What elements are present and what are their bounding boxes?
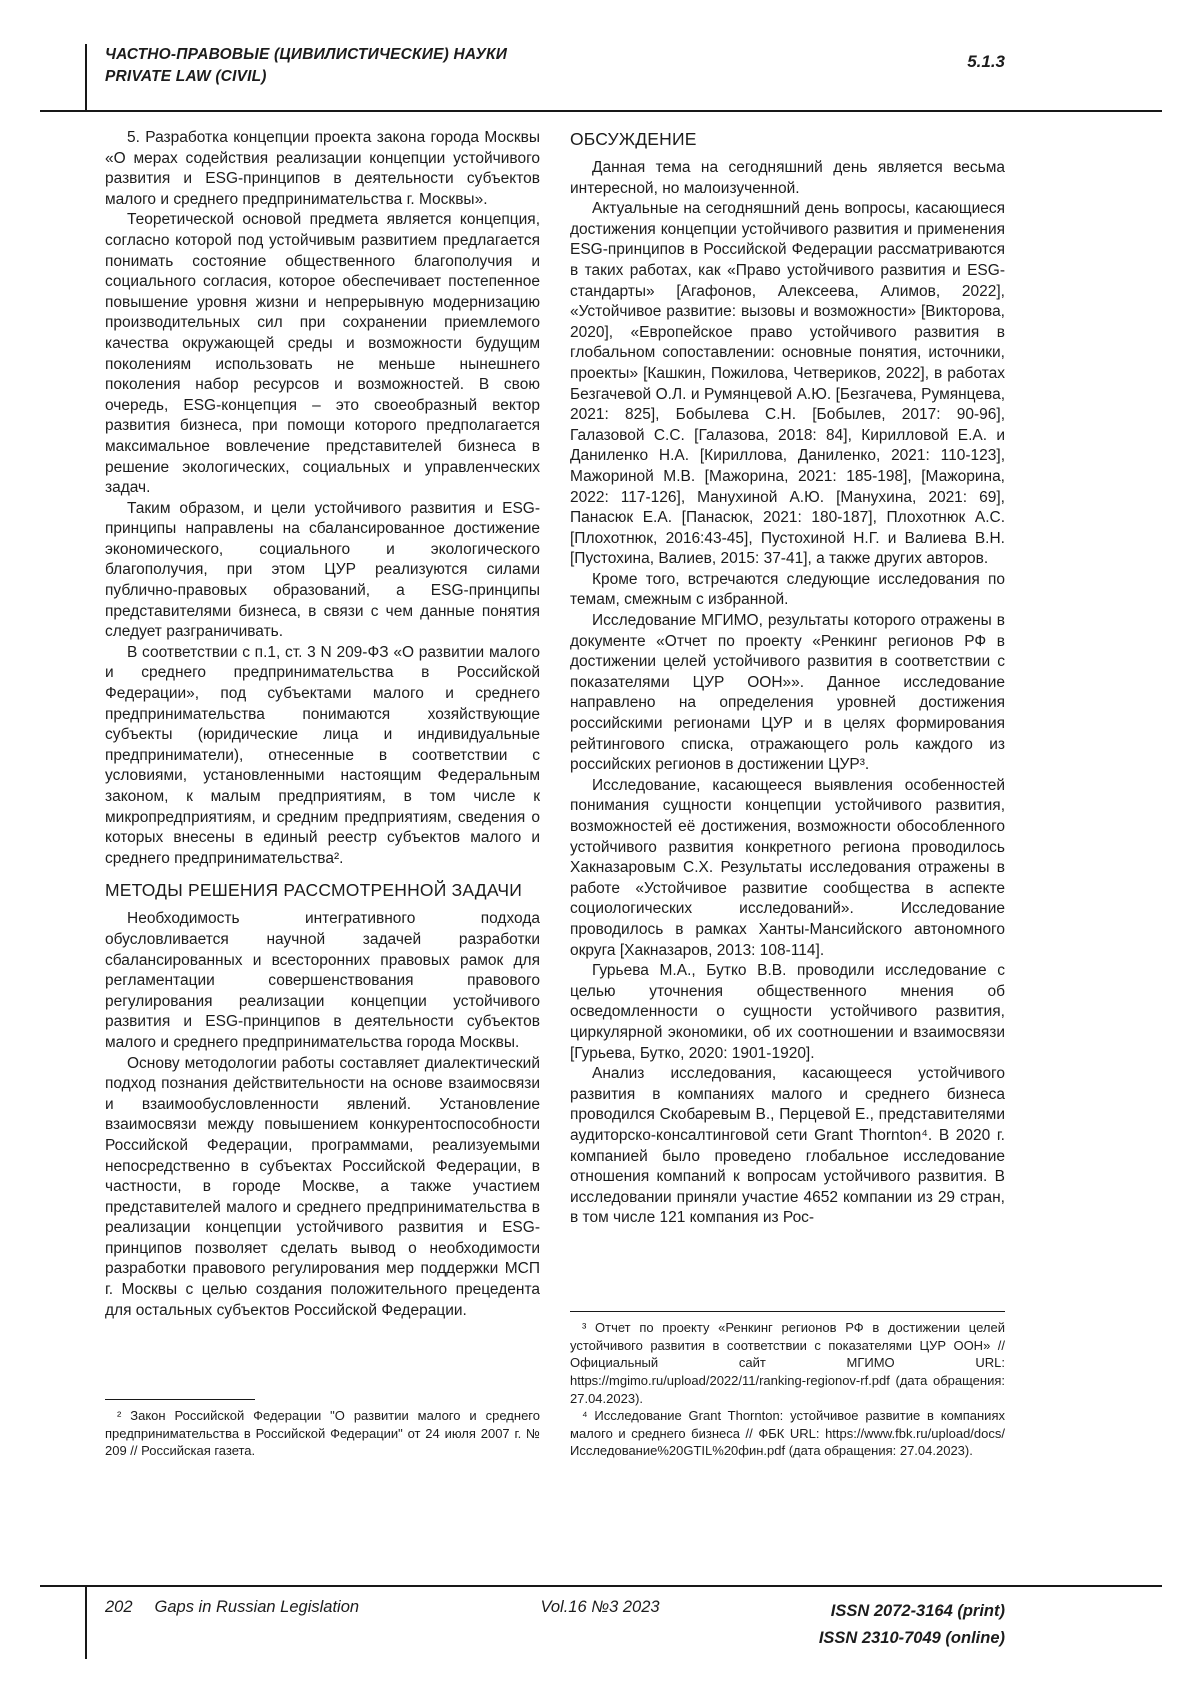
section-heading-discussion: ОБСУЖДЕНИЕ: [570, 129, 697, 149]
body-paragraph: Кроме того, встречаются следующие исследования по темам, смежным с избранной.: [570, 570, 1005, 609]
footnote: ³ Отчет по проекту «Ренкинг регионов РФ в достижении целей устойчивого развития в соответствии с показателями ЦУР ООН» // Официальный сайт МГИМО URL: https://mgimo.ru/upload/2022/11/ranking-regionov-rf.pdf (дата обращения: 27.04.2023).: [570, 1320, 1005, 1406]
rubric-ru-line: ЧАСТНО-ПРАВОВЫЕ (ЦИВИЛИСТИЧЕСКИЕ) НАУКИ: [105, 46, 508, 63]
section-heading-methods: МЕТОДЫ РЕШЕНИЯ РАССМОТРЕННОЙ ЗАДАЧИ: [105, 880, 523, 901]
body-paragraph: Гурьева М.А., Бутко В.В. проводили исследование с целью уточнения общественного мнения об осведомленности о сущности устойчивого развития, циркулярной экономики, об их соотношении и взаимосвязи [Гурьева, Бутко, 2020: 1901-1920].: [570, 962, 1005, 1062]
page-header: [105, 44, 1005, 88]
body-paragraph: Анализ исследования, касающееся устойчивого развития в компаниях малого и среднего бизнеса проводился Скобаревым В., Перцевой Е., представителями аудиторско-консалтинговой сети Grant Thornton⁴. В 2020 г. компанией было проведено глобальное исследование отношения компаний к вопросам устойчивого развития. В исследовании приняли участие 4652 компании из 29 стран, в том числе 121 компания из Рос-: [570, 1065, 1005, 1227]
page-number: 202: [105, 1598, 133, 1616]
footnotes-left: [105, 1385, 540, 1460]
footnote: ² Закон Российской Федерации "О развитии малого и среднего предпринимательства в Российской Федерации" от 24 июля 2007 г. № 209 // Российская газета.: [105, 1408, 540, 1459]
header-vertical-rule: [85, 44, 87, 110]
body-paragraph: Основу методологии работы составляет диалектический подход познания действительности на основе взаимосвязи и взаимообусловленности явлений. Установление взаимосвязи между повышением конкурентоспособности Российской Федерации, программами, реализуемыми непосредственно в субъектах Российской Федерации, в частности, в городе Москве, а также участием представителей малого и среднего предпринимательства в реализации концепции устойчивого развития и ESG-принципов позволяет сделать вывод о необходимости разработки правового регулирования мер поддержки МСП г. Москвы с целью создания положительного прецедента для остальных субъектов Российской Федерации.: [105, 1054, 540, 1319]
journal-title: Gaps in Russian Legislation: [154, 1598, 360, 1616]
rubric-en-line: PRIVATE LAW (CIVIL): [105, 68, 267, 85]
body-paragraph: Данная тема на сегодняшний день является весьма интересной, но малоизученной.: [570, 159, 1005, 197]
body-paragraph: 5. Разработка концепции проекта закона города Москвы «О мерах содействия реализации концепции устойчивого развития и ESG-принципов в деятельности субъектов малого и среднего предпринимательства г. Москвы».: [105, 129, 540, 208]
rubric: [105, 44, 507, 88]
body-paragraph: Таким образом, и цели устойчивого развития и ESG-принципы направлены на сбалансированное достижение экономического, социального и экологического благополучия, при этом ЦУР реализуются силами публично-правовых образований, а ESG-принципы представителями бизнеса, в связи с чем данные понятия следует разграничивать.: [105, 499, 540, 641]
footer-issn: [819, 1598, 1005, 1652]
issn-print: ISSN 2072-3164 (print): [830, 1602, 1005, 1620]
body-paragraph: Актуальные на сегодняшний день вопросы, касающиеся достижения концепции устойчивого развития и применения ESG-принципов в Российской Федерации рассматриваются в таких работах, как «Право устойчивого развития и ESG-стандарты» [Агафонов, Алексеева, Алимов, 2022], «Устойчивое развитие: вызовы и возможности» [Викторова, 2020], «Европейское право устойчивого развития в глобальном сопоставлении: основные понятия, источники, проекты» [Кашкин, Пожилова, Четвериков, 2022], в работах Безгачевой О.Л. и Румянцевой А.Ю. [Безгачева, Румянцева, 2021: 825], Бобылева С.Н. [Бобылев, 2017: 90-96], Галазовой С.С. [Галазова, 2018: 84], Кирилловой Е.А. и Даниленко Н.А. [Кириллова, Даниленко, 2021: 110-123], Мажориной М.В. [Мажорина, 2021: 185-198], [Мажорина, 2022: 117-126], Манухиной А.Ю. [Манухина, 2021: 69], Панасюк Е.А. [Панасюк, 2021: 180-187], Плохотнюк А.С. [Плохотнюк, 2016:43-45], Пустохиной Н.Г. и Валиева В.Н. [Пустохина, Валиев, 2015: 37-41], а также других авторов.: [570, 200, 1005, 568]
footnote-separator: [570, 1311, 1005, 1313]
header-divider-rule: [40, 110, 1162, 112]
footnotes-right: [570, 1297, 1005, 1460]
body-paragraph: Теоретической основой предмета является концепция, согласно которой под устойчивым развитием предлагается понимать состояние общественного благополучия и социального согласия, которое обеспечивает постепенное повышение уровня жизни и непрерывную модернизацию производительных сил при сохранении приемлемого качества окружающей среды и возможности будущим поколениям использовать не меньше нынешнего поколения набор ресурсов и возможностей. В свою очередь, ESG-концепция – это своеобразный вектор развития бизнеса, при помощи которого предполагается максимальное вовлечение представителей бизнеса в решение экологических, социальных и управленческих задач.: [105, 211, 540, 497]
body-paragraph: Необходимость интегративного подхода обусловливается научной задачей разработки сбалансированных и всесторонних правовых рамок для регламентации совершенствования правового регулирования реализации концепции устойчивого развития и ESG-принципов в деятельности субъектов малого и среднего предпринимательства города Москвы.: [105, 910, 540, 1051]
footnote-separator: [105, 1399, 255, 1401]
specialty-code: 5.1.3: [967, 52, 1005, 71]
body-paragraph: Исследование МГИМО, результаты которого отражены в документе «Отчет по проекту «Ренкинг регионов РФ в достижении целей устойчивого развития в соответствии с показателями ЦУР ООН»». Данное исследование направлено на определения уровней достижения российскими регионами ЦУР и в целях формирования рейтингового списка, отражающего роль каждого из российских регионов в достижении ЦУР³.: [570, 612, 1005, 774]
body-paragraph: Исследование, касающееся выявления особенностей понимания сущности концепции устойчивого развития, возможностей её достижения, возможности обособленного устойчивого развития конкретного региона проводилось Хакназаровым С.Х. Результаты исследования отражены в работе «Устойчивое развитие сообщества в аспекте социологических исследований». Исследование проводилось в рамках Ханты-Мансийского автономного округа [Хакназаров, 2013: 108-114].: [570, 776, 1005, 959]
volume-issue: Vol.16 №3 2023: [540, 1598, 660, 1616]
issn-online: ISSN 2310-7049 (online): [818, 1629, 1005, 1647]
footer-divider-rule: [40, 1585, 1162, 1587]
footnote: ⁴ Исследование Grant Thornton: устойчивое развитие в компаниях малого и среднего бизнеса // ФБК URL: https://www.fbk.ru/upload/docs/Исследование%20GTIL%20фин.pdf (дата обращения: 27.04.2023).: [570, 1408, 1005, 1459]
page-body: [105, 128, 1005, 1460]
left-column: [105, 128, 540, 1460]
body-paragraph: В соответствии с п.1, ст. 3 N 209-ФЗ «О развитии малого и среднего предпринимательства в Российской Федерации», под субъектами малого и среднего предпринимательства понимаются хозяйствующие субъекты (юридические лица и индивидуальные предприниматели), отнесенные в соответствии с условиями, установленными настоящим Федеральным законом, к малым предприятиям, в том числе к микропредприятиям, и средним предприятиям, сведения о которых внесены в единый реестр субъектов малого и среднего предпринимательства².: [105, 643, 540, 867]
right-column: [570, 128, 1005, 1460]
